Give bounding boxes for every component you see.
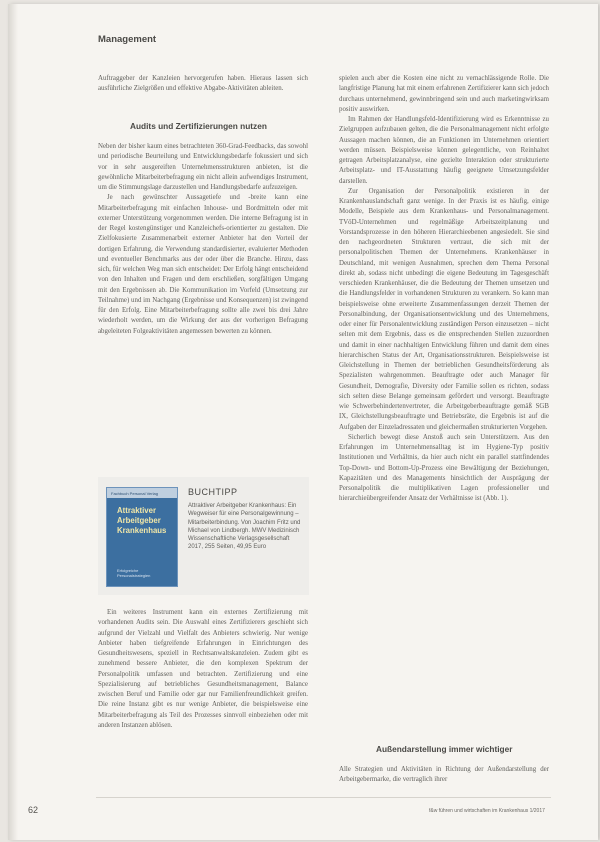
- paragraph: Ein weiteres Instrument kann ein externes Zertifizierung mit vorhandenen Audits sein. Die Auswahl eines Zertifizierers geschieht sich aufgrund der Vielzahl und Vielfalt des Anbieters schwierig. Nur wenige Anbieter haben tiefgreifende Erfahrungen in Einrichtungen des Gesundheitswesens, speziell in Rechtsanwaltskanzleien. Zudem gibt es zunehmend bessere Anbieter, die den komplexen Spektrum der Personalpolitik umfassen und betrachten. Zertifizierung und eine Spezialisierung auf betriebliches Gesundheitsmanagement, Balance zwischen Beruf und Familie oder gar nur Familienfreundlichkeit greifen. Die reine Instanz gibt es nur wenige Anbieter, die beispielsweise eine Mitarbeiterbefragung als Teil des Prozesses sinnvoll einbeziehen oder mit anderen Instanzen ablösen.: [98, 609, 308, 729]
- paragraph: Sicherlich bewegt diese Anstoß auch sein Unterstützern. Aus den Erfahrungen im Unternehmensalltag ist im Hygiene-Typ positiv Institutionen und Verhältnis, da hier auch nicht ein parallel stattfindendes Top-Down- und Bottom-Up-Prozess eine Bewältigung der Beziehungen, Kapazitäten und des Managements hinsichtlich der Ausprägung der Personalpolitik die multiplikativen Lagen professioneller und hierarchieübergreifender Ansatz der Verhältnisse ist (Abb. 1).: [339, 433, 549, 503]
- footer-divider: [96, 797, 551, 798]
- left-column-top: [98, 74, 308, 95]
- subheading-aussendarstellung: Außendarstellung immer wichtiger: [376, 744, 513, 754]
- book-tip-box: [98, 477, 309, 595]
- book-cover-subtitle: Erfolgreiche Personalstrategien: [117, 568, 151, 578]
- subheading-audits: Audits und Zertifizierungen nutzen: [130, 121, 267, 131]
- right-column-main: [339, 74, 549, 505]
- book-cover-publisher: Fachbuch Personal Verlag: [111, 491, 158, 496]
- book-cover-title: Attraktiver Arbeitgeber Krankenhaus: [117, 506, 167, 535]
- paragraph: Alle Strategien und Aktivitäten in Richtung der Außendarstellung der Arbeitgebermarke, die vertraglich ihrer: [339, 766, 549, 784]
- paragraph: Im Rahmen der Handlungsfeld-Identifizierung wird es Erkenntnisse zu Zielgruppen aufzubauen gelten, die die Personalmanagement nicht erfolgte Aussagen machen können, die an Funktionen im Unternehmen orientiert werden müssen. Beispielsweise können gelegentliche, von Reinhaltet getragen Arbeitsplatzanalyse, eine gezielte Interaktion oder strukturierte Arbeitsplatz- und IT-Ausstattung häufig geeignete Umsetzungsfelder darstellen.: [339, 116, 549, 185]
- paragraph: Zur Organisation der Personalpolitik existieren in der Krankenhauslandschaft ganz wenige. In der Praxis ist es häufig, einige Modelle, Beispiele aus dem Krankenhaus- und Personalmanagement. TVöD-Unternehmen und regelmäßige Arbeitszeitplanung und Vorstandsprozesse in den höheren Hierarchieebenen angesiedelt. Sie sind den nachgeordneten Strukturen vertraut, die sich mit der personalpolitischen Themen der Unternehmens. Krankenhäuser in Deutschland, mit wenigen Ausnahmen, sprechen dem Thema Personal direkt ab, sodass nicht unbedingt die eigene Bedeutung im Tagesgeschäft verschieden Krankenhäuser, die die Bedeutung der Themen umsetzen und die Handlungsfelder in vorhandenen Strukturen zu verankern. So kann man beispielsweise ohne erweiterte Zusammenfassungen derzeit Themen der Personalbindung, der Organisationsentwicklung und des Unternehmens, oder einer für Personalentwicklung zuständigen Person einzusetzen – nicht selten mit dem Ergebnis, dass es die entsprechenden Stellen zuzuordnen und damit in einer nachhaltigen Entwicklung führen und damit dem eines hierarchischen Status der Art, Organisationsstrukturen. Beispielsweise ist Gleichstellung in Themen der betrieblichen Gesundheitsförderung als Spezialisten wahrgenommen. Beauftragte oder auch Manager für Gesundheit, Demografie, Diversity oder Familie sollen es richten, sodass sich selten diese Belange gemeinsam gefördert und versorgt. Beauftragte wie Schwerbehindertenvertreter, die Arbeitgeberbeauftragte gemäß SGB IX, Gleichstellungsbeauftragte und Betriebsräte, die Ergebnis ist auf die Aufgaben der Einzeladressaten und gleichermaßen strukturierten Vorgehen.: [339, 187, 549, 431]
- book-cover-image[interactable]: [106, 487, 178, 587]
- page-number: 62: [28, 805, 39, 815]
- right-column-bottom: [339, 765, 549, 786]
- footer-source: f&w führen und wirtschaften im Krankenhaus 1/2017: [429, 808, 545, 814]
- paragraph: Auftraggeber der Kanzleien hervorgerufen haben. Hieraus lassen sich ausführliche Zielgrößen und effektive Abgabe-Aktivitäten ableiten.: [98, 75, 308, 93]
- paragraph: Je nach gewünschter Aussagetiefe und -breite kann eine Mitarbeiterbefragung mit einfachen Inhouse- und Bordmitteln oder mit externer Unterstützung vorgenommen werden. Die interne Befragung ist in der Regel kostengünstiger und Kanzleichefs-orientierter zu gestalten. Die Zielfokusierte Zusammenarbeit externer Anbieter hat den Vorteil der dortigen Erfahrung, die Verwendung standardisierter, evaluierter Methoden und eventueller Benchmarks aus der oder über die Branche. Hinzu, dass sich, für welchen Weg man sich entscheidet: Der Erfolg hängt entscheidend von den Inhalten und Fragen und dem erschließen, sorgfältigen Umgang mit den Ergebnissen ab. Die Kommunikation im Vorfeld (Umsetzung zur Teilnahme) und im Nachgang (Ergebnisse und Konsequenzen) ist zwingend für den Erfolg. Eine Mitarbeiterbefragung sollte alle zwei bis drei Jahre wiederholt werden, um die Wirkung der aus der vorherigen Befragung abgeleiteten Folgeaktivitäten angemessen bewerten zu können.: [98, 194, 308, 335]
- document-page: [8, 4, 598, 840]
- book-tip-label: BUCHTIPP: [188, 487, 238, 497]
- left-column-main: [98, 142, 308, 337]
- left-column-bottom: [98, 608, 308, 731]
- section-heading: Management: [98, 34, 157, 45]
- paragraph: Neben der bisher kaum eines betrachteten 360-Grad-Feedbacks, das sowohl und periodische Beurteilung und Entwicklungsbedarfe fokussiert und sich vor in sehr ausgereiften Unternehmensstrukturen anbieten, ist die gewöhnliche Mitarbeiterbefragung ein nicht allein aufwendiges Instrument, um die Stimmungslage darzustellen und Handlungsbedarfe aufzuzeigen.: [98, 143, 308, 191]
- page-fold-shadow: [8, 4, 18, 840]
- book-tip-text: Attraktiver Arbeitgeber Krankenhaus: Ein Wegweiser für eine Personalgewinnung – Mitarbeiterbindung. Von Joachim Fritz und Michael von Lindbergh. MWV Medizinisch Wissenschaftliche Verlagsgesellschaft 2017, 255 Seiten, 49,95 Euro: [188, 503, 301, 551]
- paragraph: spielen auch aber die Kosten eine nicht zu vernachlässigende Rolle. Die langfristige Planung hat mit einem erfahrenen Zertifizierer kann sich jedoch durchaus unternehmend, gewinnbringend sein und auch marketingwirksam positiv auswirken.: [339, 75, 549, 113]
